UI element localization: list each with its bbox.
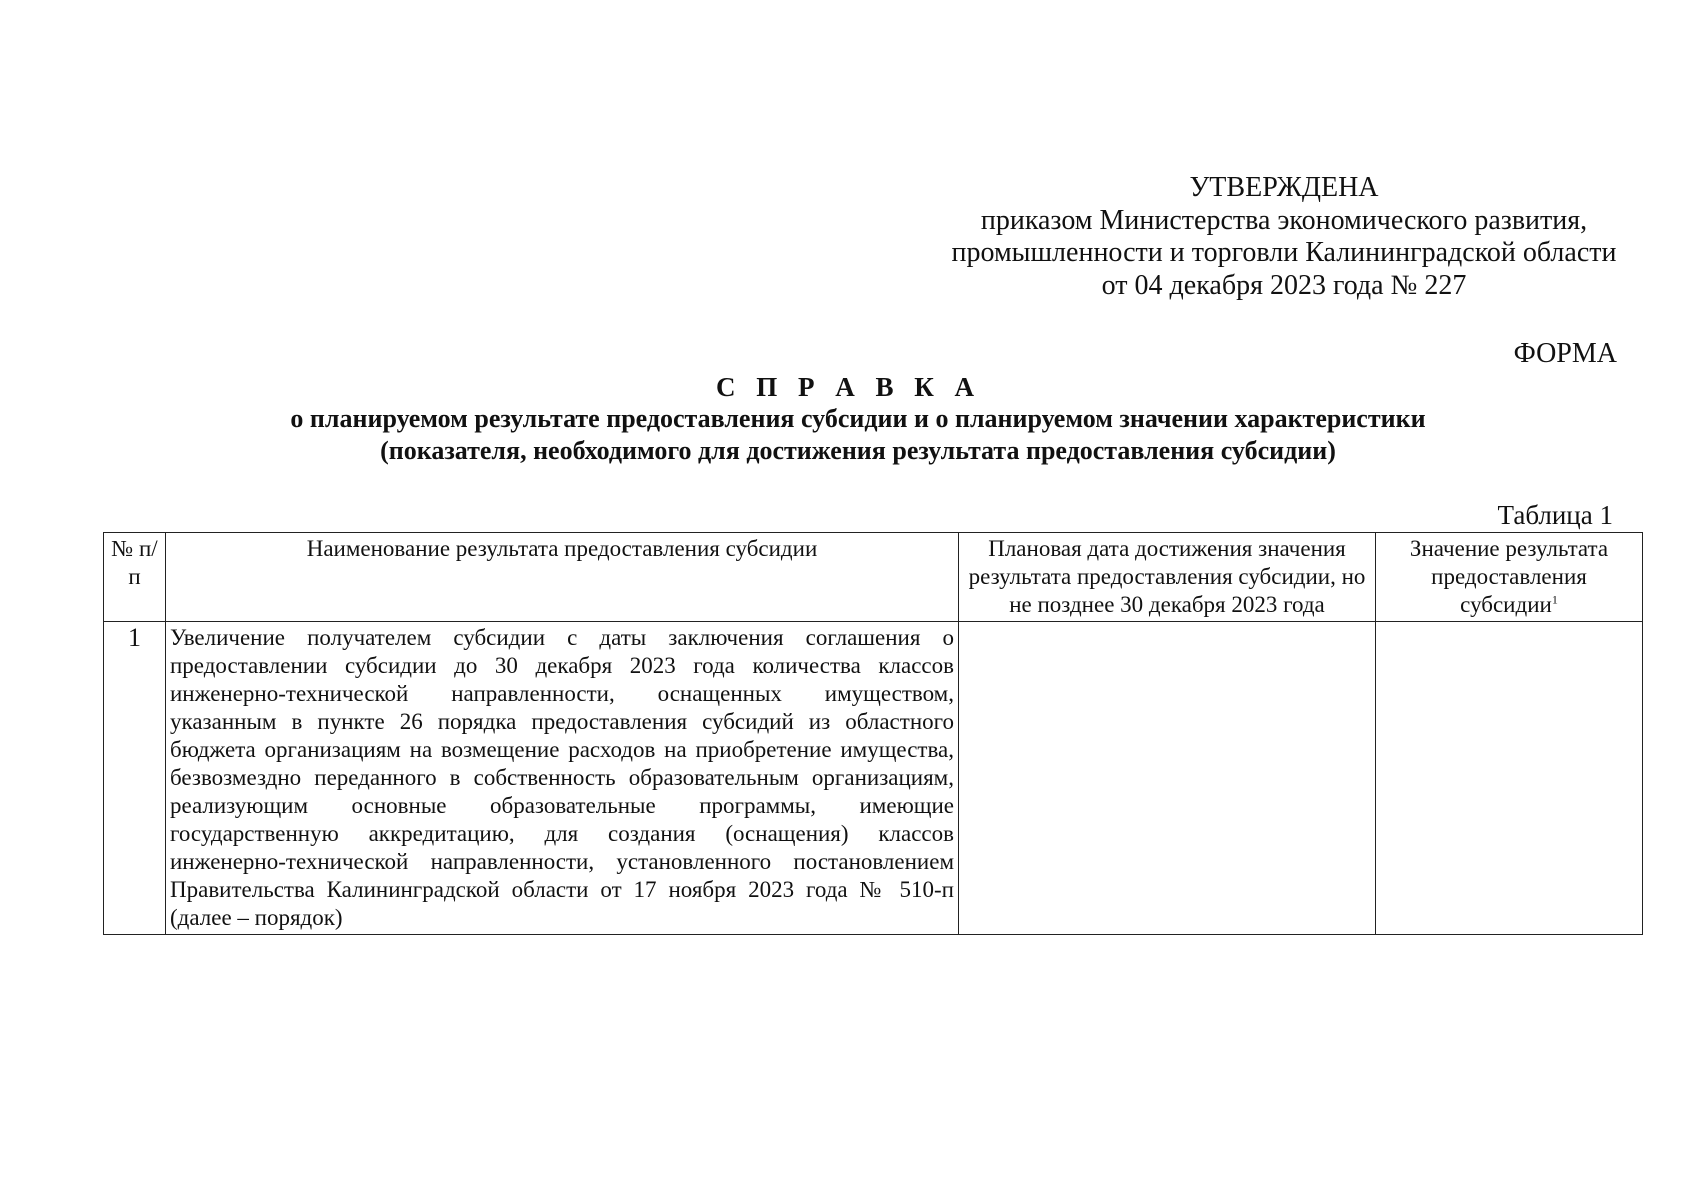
- approval-line-3: от 04 декабря 2023 года № 227: [1101, 269, 1467, 301]
- header-name: Наименование результата предоставления субсидии: [166, 533, 959, 622]
- header-value: [1376, 533, 1643, 622]
- document-subtitle: [80, 403, 1636, 467]
- header-value-text: Значение результата предоставления субсидии: [1409, 536, 1609, 617]
- header-value-footnote: 1: [1551, 592, 1558, 607]
- approval-block: [940, 172, 1628, 302]
- document-subtitle-line-1: о планируемом результате предоставления субсидии и о планируемом значении характеристики: [290, 404, 1426, 433]
- document-title: С П Р А В К А: [715, 372, 982, 402]
- row-value[interactable]: [1376, 622, 1643, 935]
- table-header-row: [104, 533, 1643, 622]
- row-num: 1: [104, 622, 166, 935]
- approval-line-1: приказом Министерства экономического развития,: [980, 204, 1588, 236]
- document-subtitle-line-2: (показателя, необходимого для достижения результата предоставления субсидии): [380, 436, 1336, 465]
- header-date: Плановая дата достижения значения результата предоставления субсидии, но не позднее 30 декабря 2023 года: [959, 533, 1376, 622]
- form-label: ФОРМА: [1513, 338, 1617, 369]
- table-caption: Таблица 1: [1497, 500, 1613, 530]
- approval-title: УТВЕРЖДЕНА: [1189, 172, 1379, 203]
- header-num: № п/п: [104, 533, 166, 622]
- approval-line-2: промышленности и торговли Калининградской области: [951, 237, 1617, 268]
- result-table: [103, 532, 1643, 935]
- row-date[interactable]: [959, 622, 1376, 935]
- row-name: Увеличение получателем субсидии с даты заключения соглашения о предоставлении субсидии до 30 декабря 2023 года количества классов инженерно-технической направленности, оснащенных имуществом, указанным в пункте 26 порядка предоставления субсидий из областного бюджета организациям на возмещение расходов на приобретение имущества, безвозмездно переданного в собственность образовательным организациям, реализующим основные образовательные программы, имеющие государственную аккредитацию, для создания (оснащения) классов инженерно-технической направленности, установленного постановлением Правительства Калининградской области от 17 ноября 2023 года № 510-п (далее – порядок): [166, 622, 959, 935]
- table-row: [104, 622, 1643, 935]
